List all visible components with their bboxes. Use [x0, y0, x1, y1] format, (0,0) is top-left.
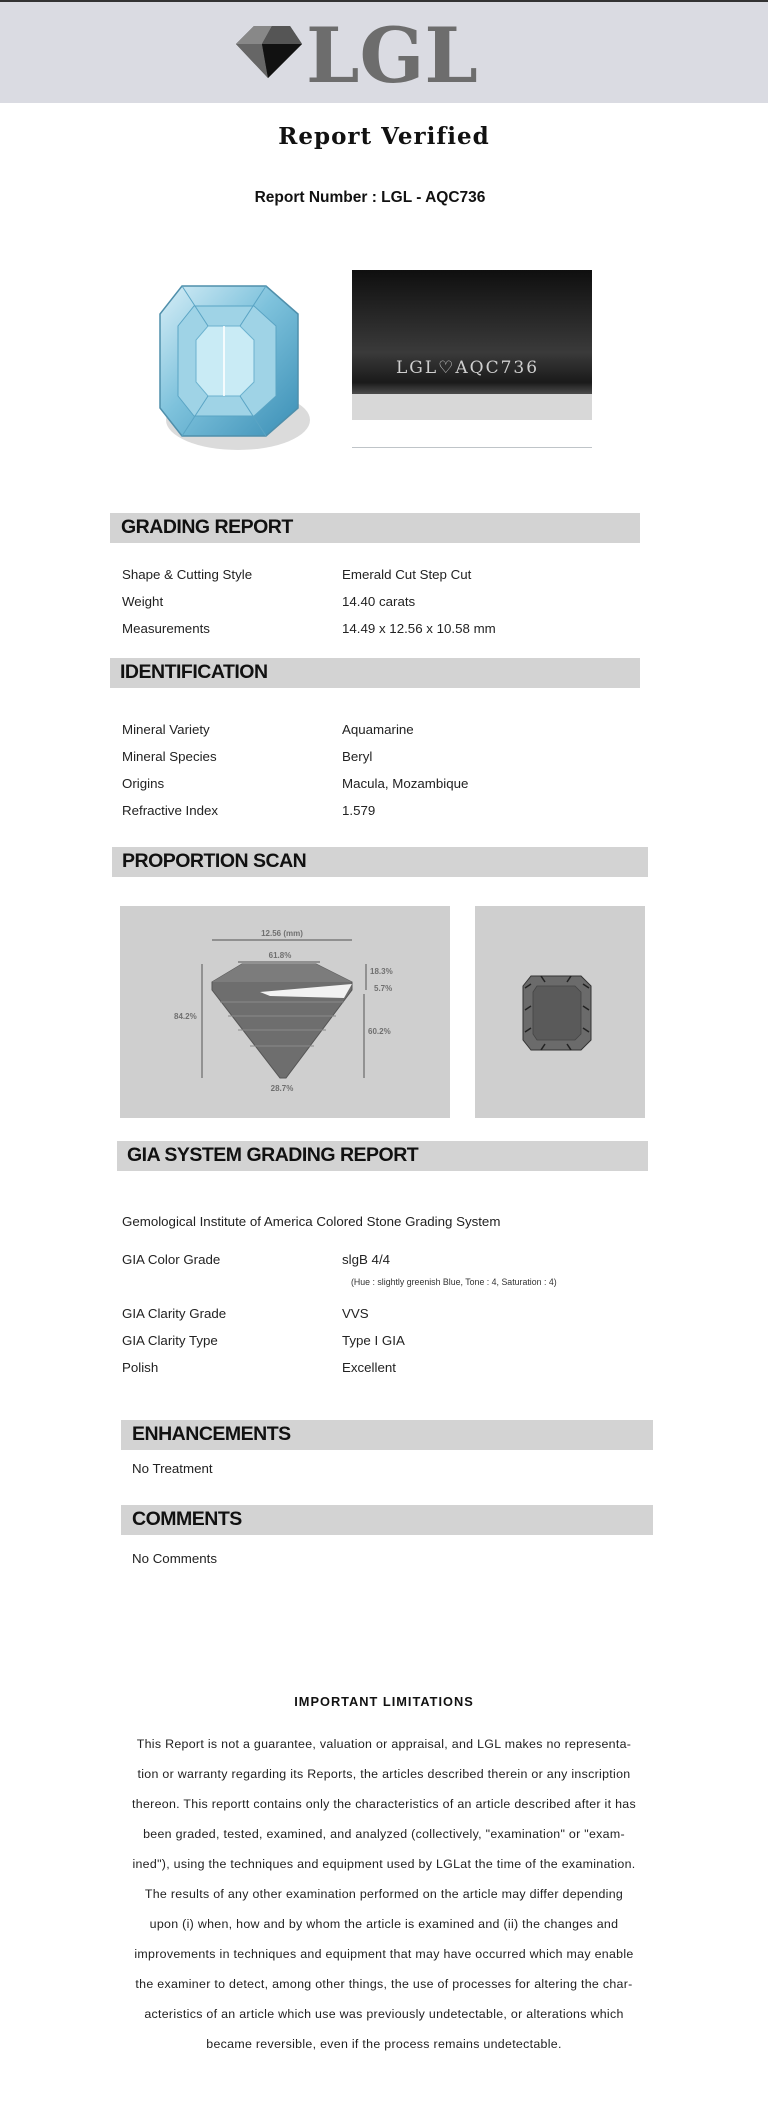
- crown-pct-label: 18.3%: [370, 967, 393, 976]
- limitations-line: This Report is not a guarantee, valuation or appraisal, and LGL makes no representa-: [136, 1737, 632, 1751]
- limitations-line: ined"), using the techniques and equipment used by LGLat the time of the examination.: [132, 1857, 636, 1871]
- row-value: Macula, Mozambique: [342, 776, 469, 791]
- comments-text: No Comments: [132, 1551, 217, 1566]
- row-value: Aquamarine: [342, 722, 414, 737]
- row-label: Origins: [122, 776, 165, 791]
- limitations-line: The results of any other examination performed on the article may differ depending: [144, 1887, 624, 1901]
- row-value: Excellent: [342, 1360, 396, 1375]
- limitations-line: thereon. This reportt contains only the characteristics of an article described after it has: [132, 1797, 636, 1811]
- color-grade-value: slgB 4/4: [342, 1252, 391, 1267]
- girdle-pct-label: 5.7%: [374, 984, 393, 993]
- enhancements-text: No Treatment: [132, 1461, 213, 1476]
- diamond-icon: [236, 26, 302, 78]
- row-value: Beryl: [342, 749, 373, 764]
- logo-text: LGL: [306, 14, 478, 92]
- row-label: Polish: [122, 1360, 159, 1375]
- row-label: Mineral Variety: [122, 722, 210, 737]
- limitations-line: been graded, tested, examined, and analyzed (collectively, "examination" or "exam-: [143, 1827, 625, 1841]
- page-title: Report Verified: [278, 123, 490, 150]
- row-label: Mineral Species: [122, 749, 217, 764]
- row-label: GIA Color Grade: [122, 1252, 221, 1267]
- color-grade-note: (Hue : slightly greenish Blue, Tone : 4, Saturation : 4): [351, 1277, 557, 1287]
- row-value: 14.40 carats: [342, 594, 416, 609]
- row-label: Shape & Cutting Style: [122, 567, 253, 582]
- limitations-title: IMPORTANT LIMITATIONS: [294, 1694, 474, 1709]
- limitations-line: tion or warranty regarding its Reports, the articles described therein or any inscription: [137, 1767, 631, 1781]
- enhancements-header: [121, 1420, 653, 1450]
- row-label: GIA Clarity Grade: [122, 1306, 227, 1321]
- gia-report-header: [117, 1141, 648, 1171]
- pavilion-pct-label: 60.2%: [368, 1027, 391, 1036]
- limitations-line: improvements in techniques and equipment that may have occurred which may enable: [134, 1947, 634, 1961]
- row-label: Measurements: [122, 621, 210, 636]
- table-pct-label: 61.8%: [268, 951, 292, 960]
- width-label: 12.56 (mm): [261, 929, 303, 938]
- row-label: GIA Clarity Type: [122, 1333, 218, 1348]
- section-title: IDENTIFICATION: [120, 661, 268, 683]
- gia-subtitle: Gemological Institute of America Colored Stone Grading System: [122, 1214, 501, 1229]
- inscription-text: LGL♡AQC736: [396, 358, 540, 378]
- inscription-photo: [352, 270, 592, 420]
- row-value: Type I GIA: [342, 1333, 405, 1348]
- divider: [352, 447, 592, 448]
- row-value: VVS: [342, 1306, 369, 1321]
- section-title: PROPORTION SCAN: [122, 850, 307, 872]
- row-value: 14.49 x 12.56 x 10.58 mm: [342, 621, 496, 636]
- proportion-top-view: [475, 906, 645, 1118]
- limitations-line: the examiner to detect, among other things, the use of processes for altering the char-: [135, 1977, 633, 1991]
- limitations-line: became reversible, even if the process remains undetectable.: [206, 2037, 562, 2051]
- report-number: Report Number : LGL - AQC736: [254, 189, 486, 206]
- identification-header: [110, 658, 640, 688]
- proportion-profile-diagram: [120, 906, 450, 1118]
- row-label: Weight: [122, 594, 164, 609]
- section-title: GIA SYSTEM GRADING REPORT: [127, 1144, 419, 1166]
- row-label: Refractive Index: [122, 803, 219, 818]
- limitations-line: upon (i) when, how and by whom the article is examined and (ii) the changes and: [149, 1917, 619, 1931]
- limitations-line: acteristics of an article which use was previously undetectable, or alterations which: [144, 2007, 624, 2021]
- gem-photo: [134, 270, 324, 462]
- section-title: ENHANCEMENTS: [132, 1423, 291, 1445]
- row-value: 1.579: [342, 803, 376, 818]
- comments-header: [121, 1505, 653, 1535]
- total-depth-label: 84.2%: [174, 1012, 197, 1021]
- culet-pct-label: 28.7%: [270, 1084, 294, 1093]
- section-title: COMMENTS: [132, 1508, 242, 1530]
- grading-report-header: [110, 513, 640, 543]
- row-value: Emerald Cut Step Cut: [342, 567, 472, 582]
- proportion-scan-header: [112, 847, 648, 877]
- lgl-logo: [232, 14, 492, 92]
- section-title: GRADING REPORT: [121, 516, 293, 538]
